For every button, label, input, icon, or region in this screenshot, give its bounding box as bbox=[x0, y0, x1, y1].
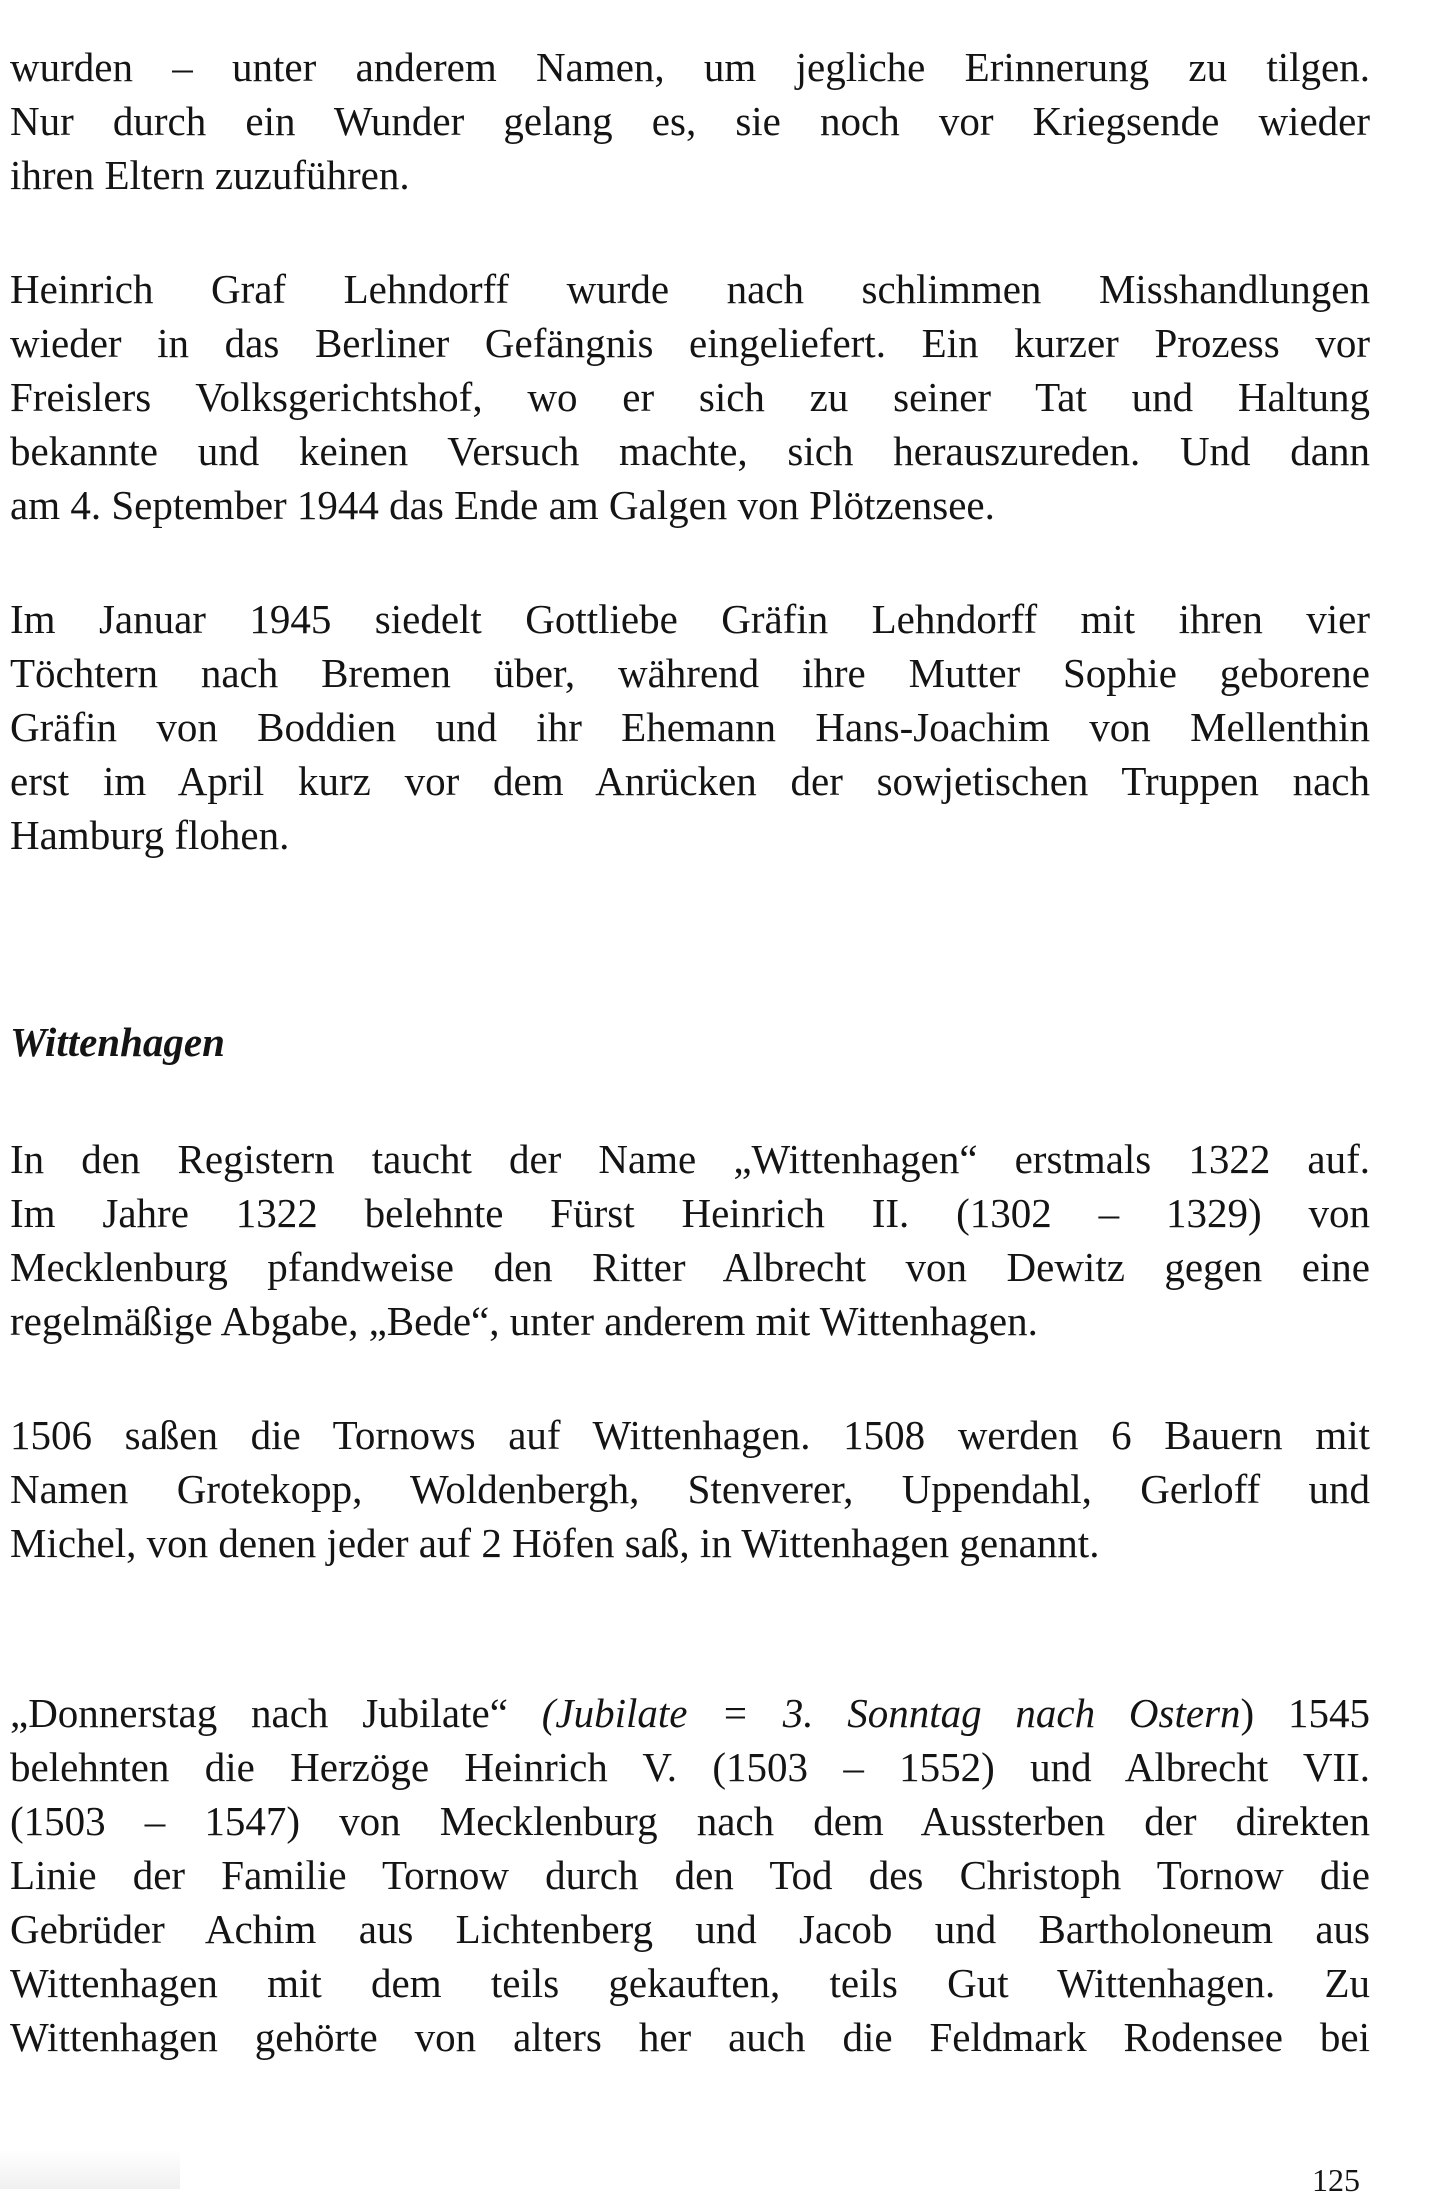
paragraph-3 bbox=[10, 592, 1370, 862]
page-number: 125 bbox=[1312, 2162, 1360, 2198]
text-segment: ) 1545 bbox=[1240, 1690, 1370, 1736]
text-line bbox=[10, 1686, 1370, 1740]
text-line: erst im April kurz vor dem Anrücken der sowjetischen Truppen nach bbox=[10, 758, 1370, 804]
italic-note: (Jubilate = 3. Sonntag nach Ostern bbox=[541, 1690, 1241, 1736]
text-line: Töchtern nach Bremen über, während ihre Mutter Sophie geborene bbox=[10, 650, 1370, 696]
text-line: Heinrich Graf Lehndorff wurde nach schlimmen Misshandlungen bbox=[10, 266, 1370, 312]
text-line: Linie der Familie Tornow durch den Tod des Christoph Tornow die bbox=[10, 1852, 1370, 1898]
text-line: belehnten die Herzöge Heinrich V. (1503 – 1552) und Albrecht VII. bbox=[10, 1744, 1370, 1790]
text-line: (1503 – 1547) von Mecklenburg nach dem Aussterben der direkten bbox=[10, 1798, 1370, 1844]
text-line: am 4. September 1944 das Ende am Galgen von Plötzensee. bbox=[10, 482, 995, 528]
text-line: Im Jahre 1322 belehnte Fürst Heinrich II. (1302 – 1329) von bbox=[10, 1190, 1370, 1236]
text-line: Namen Grotekopp, Woldenbergh, Stenverer, Uppendahl, Gerloff und bbox=[10, 1466, 1370, 1512]
text-line: bekannte und keinen Versuch machte, sich herauszureden. Und dann bbox=[10, 428, 1370, 474]
text-line: Wittenhagen gehörte von alters her auch die Feldmark Rodensee bei bbox=[10, 2014, 1370, 2060]
text-line: wieder in das Berliner Gefängnis eingeliefert. Ein kurzer Prozess vor bbox=[10, 320, 1370, 366]
text-line: Hamburg flohen. bbox=[10, 812, 290, 858]
section-heading: Wittenhagen bbox=[10, 1019, 225, 1065]
paragraph-6 bbox=[10, 1686, 1370, 2064]
text-line: ihren Eltern zuzuführen. bbox=[10, 152, 410, 198]
text-line: wurden – unter anderem Namen, um jegliche Erinnerung zu tilgen. bbox=[10, 44, 1370, 90]
text-line: Gräfin von Boddien und ihr Ehemann Hans-Joachim von Mellenthin bbox=[10, 704, 1370, 750]
text-line: Freislers Volksgerichtshof, wo er sich zu seiner Tat und Haltung bbox=[10, 374, 1370, 420]
text-line: regelmäßige Abgabe, „Bede“, unter anderem mit Wittenhagen. bbox=[10, 1298, 1038, 1344]
text-line: Nur durch ein Wunder gelang es, sie noch vor Kriegsende wieder bbox=[10, 98, 1370, 144]
paragraph-2 bbox=[10, 262, 1370, 532]
text-line: 1506 saßen die Tornows auf Wittenhagen. 1508 werden 6 Bauern mit bbox=[10, 1412, 1370, 1458]
text-line: Wittenhagen mit dem teils gekauften, teils Gut Wittenhagen. Zu bbox=[10, 1960, 1370, 2006]
paragraph-4 bbox=[10, 1132, 1370, 1348]
text-line: Im Januar 1945 siedelt Gottliebe Gräfin Lehndorff mit ihren vier bbox=[10, 596, 1370, 642]
text-line: Michel, von denen jeder auf 2 Höfen saß, in Wittenhagen genannt. bbox=[10, 1520, 1100, 1566]
text-line: Mecklenburg pfandweise den Ritter Albrecht von Dewitz gegen eine bbox=[10, 1244, 1370, 1290]
paragraph-1 bbox=[10, 40, 1370, 202]
text-line: In den Registern taucht der Name „Wittenhagen“ erstmals 1322 auf. bbox=[10, 1136, 1370, 1182]
paragraph-5 bbox=[10, 1408, 1370, 1570]
scan-edge-shadow bbox=[0, 2149, 180, 2189]
text-line: Gebrüder Achim aus Lichtenberg und Jacob und Bartholoneum aus bbox=[10, 1906, 1370, 1952]
text-segment: „Donnerstag nach Jubilate“ bbox=[10, 1690, 508, 1736]
